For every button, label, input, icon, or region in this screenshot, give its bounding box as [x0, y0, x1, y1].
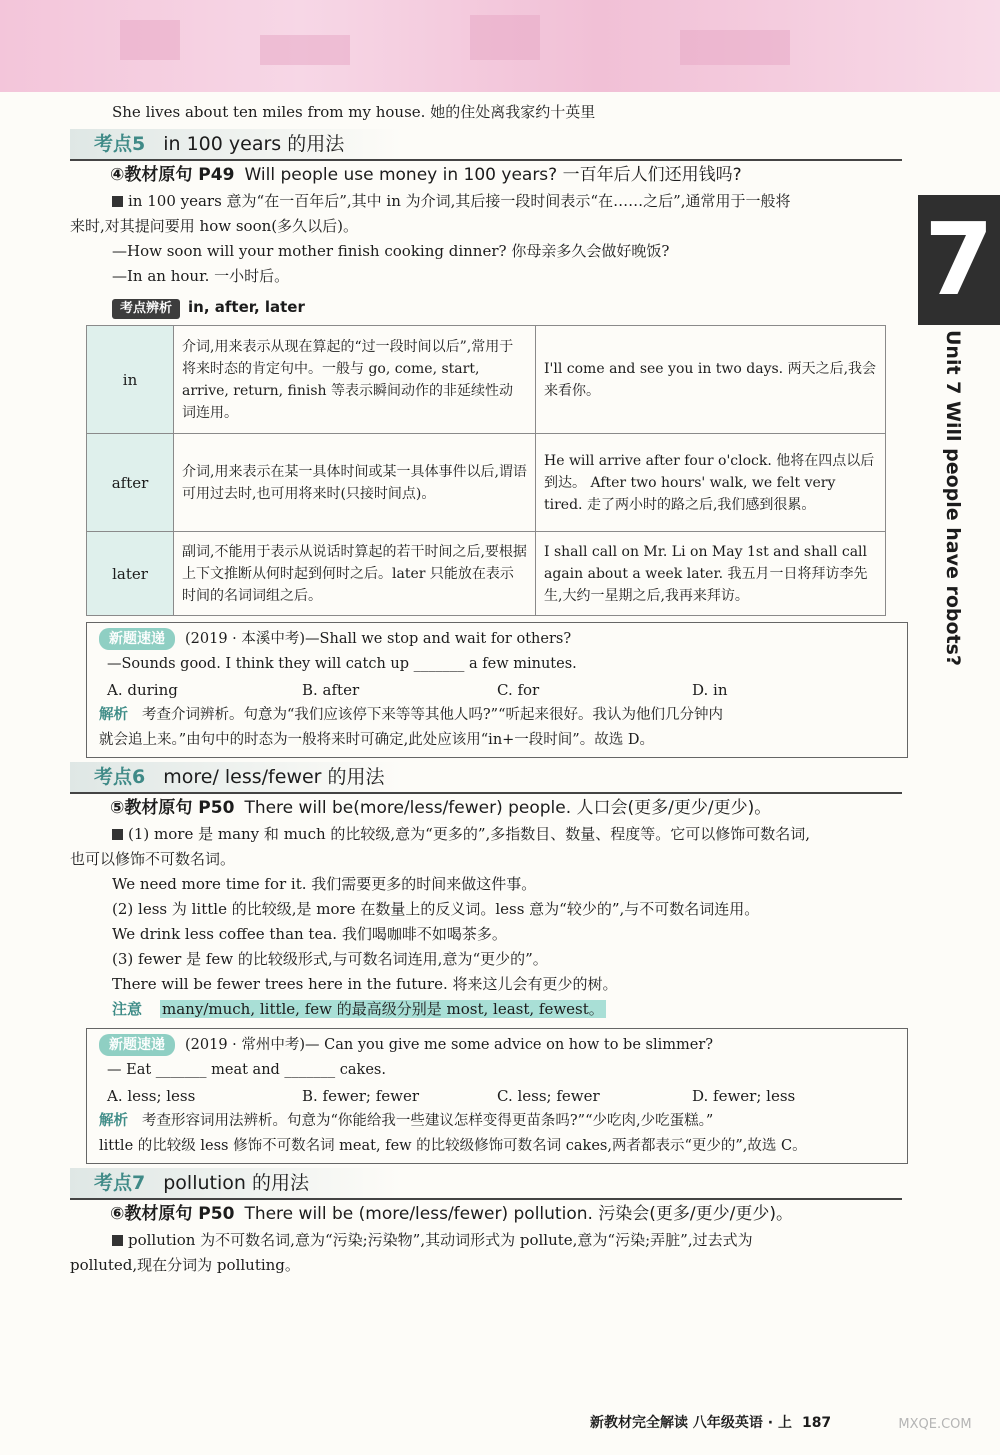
page-content — [70, 100, 902, 1278]
explanation-line: polluted,现在分词为 polluting。 — [70, 1256, 300, 1274]
table-row: after 介词,用来表示在某一具体时间或某一具体事件以后,谓语可用过去时,也可用将来时(只接时间点)。 He will arrive after four o'clock. 他将在四点以后到达。 After two hours' walk, we felt very tired. 走了两小时的路之后,我们感到很累。 — [87, 434, 886, 532]
option-b: B. fewer; fewer — [302, 1087, 420, 1105]
section-number: 考点7 — [94, 1172, 146, 1194]
explanation-line: 也可以修饰不可数名词。 — [70, 850, 236, 868]
explanation-line: 解析 考查介词辨析。句意为“我们应该停下来等等其他人吗?”“听起来很好。我认为他们几分钟内 — [99, 707, 724, 723]
example-line: We drink less coffee than tea. 我们喝咖啡不如喝茶多。 — [112, 925, 507, 943]
table-row: later 副词,不能用于表示从说话时算起的若干时间之后,要根据上下文推断从何时起到何时之后。later 只能放在表示时间的名词词组之后。 I shall call on Mr. Li on May 1st and shall call again about a week later. 我五月一日将拜访李先生,大约一星期之后,我再来拜访。 — [87, 532, 886, 616]
section-title: more/ less/fewer 的用法 — [163, 766, 385, 788]
example-line: —In an hour. 一小时后。 — [112, 267, 290, 285]
option-a: A. less; less — [107, 1087, 196, 1105]
analysis-pill: 考点辨析 — [112, 299, 180, 319]
explanation-line: 解析 考查形容词用法辨析。句意为“你能给我一些建议怎样变得更苗条吗?”“少吃肉,少吃蛋糕。” — [99, 1113, 714, 1129]
unit-side-title: Unit 7 Will people have robots? — [942, 330, 964, 666]
section-number: 考点5 — [94, 133, 146, 155]
explanation-line: (1) more 是 many 和 much 的比较级,意为“更多的”,多指数目、数量、程度等。它可以修饰可数名词, — [112, 822, 902, 847]
bullet-square-icon — [112, 1235, 123, 1246]
question-line: — Eat _______ meat and _______ cakes. — [107, 1062, 386, 1078]
option-a: A. during — [107, 681, 178, 699]
analysis-header: 考点辨析 in, after, later — [112, 295, 902, 319]
section-head-5 — [70, 129, 902, 161]
exercise-box-2: 新题速递 (2019 · 常州中考)— Can you give me some advice on how to be slimmer? — Eat _______ meat and _______ cakes. A. less; less B. fewer; fewer C. less; fewer D. fewer; less 解析 考查形容词用法辨析。句意为“你能给我一些建议怎样变得更苗条吗?”“少吃肉,少吃蛋糕。” little 的比较级 less 修饰不可数名词 meat, few 的比较级修饰可数名词 cakes,两者都表示“更少的”,故选 C。 — [86, 1028, 908, 1164]
answer-options — [107, 1083, 895, 1109]
explanation-line: (2) less 为 little 的比较级,是 more 在数量上的反义词。less 意为“较少的”,与不可数名词连用。 — [112, 900, 760, 918]
table-row: in 介词,用来表示从现在算起的“过一段时间以后”,常用于将来时态的肯定句中。一般与 go, come, start, arrive, return, finish 等表示瞬间动作的非延续性动词连用。 I'll come and see you in two days. 两天之后,我会来看你。 — [87, 326, 886, 434]
option-c: C. for — [497, 681, 540, 699]
note-line: 注意 many/much, little, few 的最高级分别是 most, least, fewest。 — [112, 1000, 604, 1018]
section-head-7 — [70, 1168, 902, 1200]
textbook-original-sentence: ④教材原句 P49 Will people use money in 100 years? 一百年后人们还用钱吗? — [110, 165, 742, 185]
answer-options — [107, 677, 895, 703]
new-question-pill: 新题速递 — [99, 1034, 175, 1056]
explanation-line: 就会追上来。”由句中的时态为一般将来时可确定,此处应该用“in+一段时间”。故选 D。 — [99, 732, 654, 748]
unit-number: 7 — [924, 201, 994, 318]
example-line: We need more time for it. 我们需要更多的时间来做这件事。 — [112, 875, 537, 893]
section-head-6 — [70, 762, 902, 794]
example-line: —How soon will your mother finish cooking dinner? 你母亲多久会做好晚饭? — [112, 242, 670, 260]
textbook-original-sentence: ⑤教材原句 P50 There will be(more/less/fewer) people. 人口会(更多/更少/更少)。 — [110, 798, 772, 818]
explanation-line: little 的比较级 less 修饰不可数名词 meat, few 的比较级修饰可数名词 cakes,两者都表示“更少的”,故选 C。 — [99, 1138, 807, 1154]
page-number: 187 — [801, 1415, 832, 1431]
bullet-square-icon — [112, 196, 123, 207]
comparison-table — [86, 325, 886, 616]
top-decorative-band — [0, 0, 1000, 92]
textbook-original-sentence: ⑥教材原句 P50 There will be (more/less/fewer) pollution. 污染会(更多/更少/更少)。 — [110, 1204, 794, 1224]
page-footer — [590, 1412, 831, 1434]
explanation-line: pollution 为不可数名词,意为“污染;污染物”,其动词形式为 pollute,意为“污染;弄脏”,过去式为 — [112, 1228, 902, 1253]
section-title: pollution 的用法 — [163, 1172, 309, 1194]
section-title: in 100 years 的用法 — [163, 133, 345, 155]
exercise-box-1: 新题速递 (2019 · 本溪中考)—Shall we stop and wait for others? —Sounds good. I think they will catch up _______ a few minutes. A. during B. after C. for D. in 解析 考查介词辨析。句意为“我们应该停下来等等其他人吗?”“听起来很好。我认为他们几分钟内 就会追上来。”由句中的时态为一般将来时可确定,此处应该用“in+一段时间”。故选 D。 — [86, 622, 908, 758]
example-line: There will be fewer trees here in the future. 将来这儿会有更少的树。 — [112, 975, 618, 993]
explanation-line: (3) fewer 是 few 的比较级形式,与可数名词连用,意为“更少的”。 — [112, 950, 548, 968]
option-d: D. fewer; less — [692, 1087, 796, 1105]
bullet-square-icon — [112, 829, 123, 840]
section-number: 考点6 — [94, 766, 146, 788]
watermark-logo: MXQE.COM — [898, 1417, 972, 1432]
book-title: 新教材完全解读 八年级英语 · 上 — [590, 1415, 792, 1431]
option-b: B. after — [302, 681, 360, 699]
option-d: D. in — [692, 681, 728, 699]
explanation-line: 来时,对其提问要用 how soon(多久以后)。 — [70, 217, 358, 235]
explanation-line: in 100 years 意为“在一百年后”,其中 in 为介词,其后接一段时间表示“在……之后”,通常用于一般将 — [112, 189, 902, 214]
unit-side-tab — [918, 195, 1000, 325]
option-c: C. less; fewer — [497, 1087, 600, 1105]
new-question-pill: 新题速递 — [99, 628, 175, 650]
question-line: —Sounds good. I think they will catch up _______ a few minutes. — [107, 656, 577, 672]
intro-example: She lives about ten miles from my house. 她的住处离我家约十英里 — [112, 103, 596, 121]
